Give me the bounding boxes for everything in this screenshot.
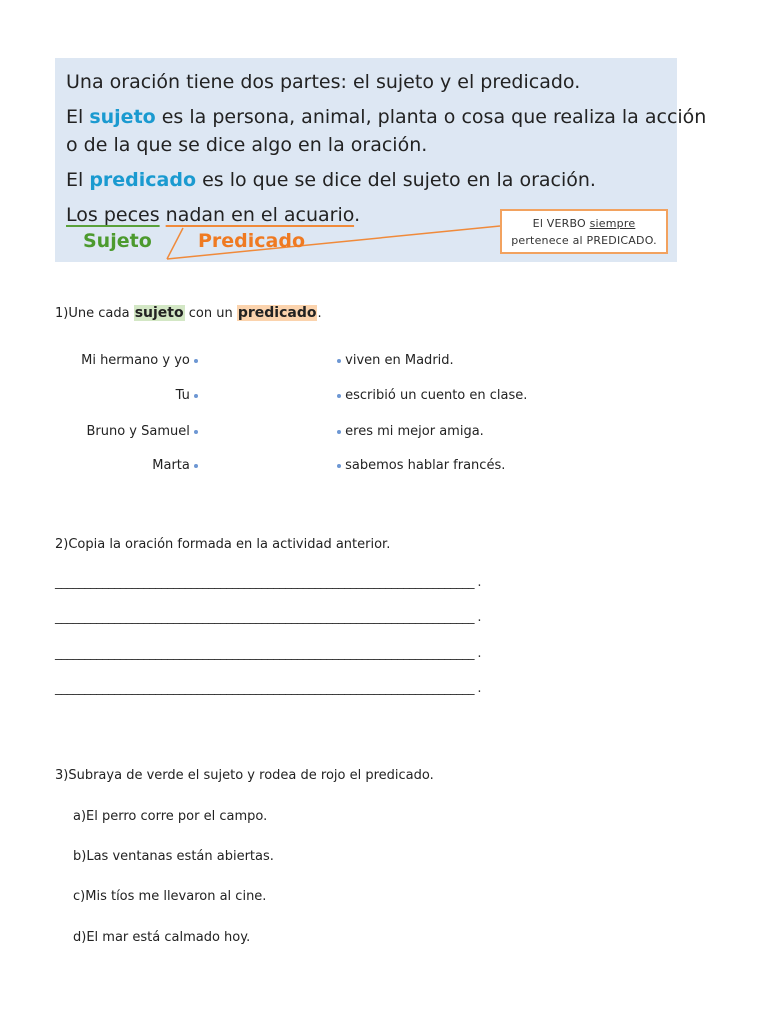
info-line-1-text: Una oración tiene dos partes: el sujeto y el predicado. bbox=[66, 71, 581, 93]
keyword-sujeto: sujeto bbox=[89, 106, 156, 128]
match-dot[interactable] bbox=[194, 430, 198, 434]
ex1-predicate-text: eres mi mejor amiga. bbox=[345, 424, 484, 439]
divider-slash bbox=[167, 228, 183, 259]
ex1-mid: con un bbox=[184, 306, 237, 321]
ex3-item-text[interactable]: El mar está calmado hoy. bbox=[86, 930, 251, 945]
example-predicate: nadan en el acuario bbox=[165, 204, 355, 226]
ex1-pre: Une cada bbox=[68, 306, 134, 321]
info-line-2-pre: El bbox=[66, 106, 90, 128]
ex1-subject-item bbox=[152, 458, 198, 473]
ex1-subject-item bbox=[176, 388, 198, 403]
match-dot[interactable] bbox=[194, 359, 198, 363]
label-predicate: Predicado bbox=[198, 230, 306, 252]
ex1-subject-item bbox=[86, 424, 198, 439]
ex3-item bbox=[73, 809, 267, 824]
ex1-keyword-sujeto: sujeto bbox=[134, 305, 184, 321]
ex3-instruction bbox=[55, 768, 434, 783]
example-end: . bbox=[354, 204, 361, 226]
ex3-item bbox=[73, 930, 250, 945]
keyword-predicado: predicado bbox=[89, 169, 197, 191]
verb-note-line-1 bbox=[502, 215, 666, 232]
ex1-predicate-item bbox=[337, 388, 527, 403]
ex1-predicate-item bbox=[337, 458, 505, 473]
ex1-subject-text: Marta bbox=[152, 458, 190, 473]
ex2-text: Copia la oración formada en la actividad anterior. bbox=[68, 537, 391, 552]
info-line-4-post: es lo que se dice del sujeto en la oración. bbox=[196, 169, 596, 191]
verb-note bbox=[500, 209, 668, 254]
ex1-predicate-text: escribió un cuento en clase. bbox=[345, 388, 528, 403]
ex3-item-label: a) bbox=[73, 809, 87, 824]
match-dot[interactable] bbox=[194, 394, 198, 398]
answer-line[interactable]: _______________________________________________________________________ . bbox=[55, 610, 481, 625]
match-dot[interactable] bbox=[337, 394, 341, 398]
ex1-instruction bbox=[55, 305, 322, 321]
ex1-predicate-item bbox=[337, 424, 484, 439]
ex1-subject-item bbox=[81, 353, 198, 368]
verb-note-pre: El VERBO bbox=[532, 217, 590, 230]
info-line-4-pre: El bbox=[66, 169, 90, 191]
ex1-subject-text: Bruno y Samuel bbox=[86, 424, 190, 439]
ex3-item-label: b) bbox=[73, 849, 87, 864]
ex1-end: . bbox=[317, 306, 322, 321]
ex3-item bbox=[73, 889, 266, 904]
ex2-number: 2) bbox=[55, 537, 69, 552]
ex3-text: Subraya de verde el sujeto y rodea de rojo el predicado. bbox=[68, 768, 434, 783]
info-line-2-post: es la persona, animal, planta o cosa que realiza la acción bbox=[155, 106, 707, 128]
ex3-item-text[interactable]: Las ventanas están abiertas. bbox=[86, 849, 274, 864]
ex3-item-label: d) bbox=[73, 930, 87, 945]
ex3-item bbox=[73, 849, 274, 864]
ex1-predicate-text: sabemos hablar francés. bbox=[345, 458, 506, 473]
ex1-subject-text: Mi hermano y yo bbox=[81, 353, 190, 368]
ex3-item-text[interactable]: El perro corre por el campo. bbox=[86, 809, 268, 824]
ex3-number: 3) bbox=[55, 768, 69, 783]
match-dot[interactable] bbox=[337, 359, 341, 363]
ex1-predicate-item bbox=[337, 353, 454, 368]
ex2-instruction bbox=[55, 537, 390, 552]
info-line-3-text: o de la que se dice algo en la oración. bbox=[66, 134, 428, 156]
ex1-keyword-predicado: predicado bbox=[237, 305, 317, 321]
answer-line[interactable]: _______________________________________________________________________ . bbox=[55, 681, 481, 696]
label-subject: Sujeto bbox=[83, 230, 152, 252]
ex3-item-label: c) bbox=[73, 889, 86, 904]
match-dot[interactable] bbox=[194, 464, 198, 468]
match-dot[interactable] bbox=[337, 464, 341, 468]
example-subject: Los peces bbox=[66, 204, 160, 226]
ex1-predicate-text: viven en Madrid. bbox=[345, 353, 454, 368]
ex1-number: 1) bbox=[55, 306, 69, 321]
info-box bbox=[55, 58, 707, 262]
verb-note-line-2: pertenece al PREDICADO. bbox=[511, 234, 657, 247]
answer-line[interactable]: _______________________________________________________________________ . bbox=[55, 646, 481, 661]
match-dot[interactable] bbox=[337, 430, 341, 434]
verb-note-siempre: siempre bbox=[589, 217, 636, 230]
ex3-item-text[interactable]: Mis tíos me llevaron al cine. bbox=[85, 889, 267, 904]
answer-line[interactable]: _______________________________________________________________________ . bbox=[55, 575, 481, 590]
ex1-subject-text: Tu bbox=[175, 388, 190, 403]
